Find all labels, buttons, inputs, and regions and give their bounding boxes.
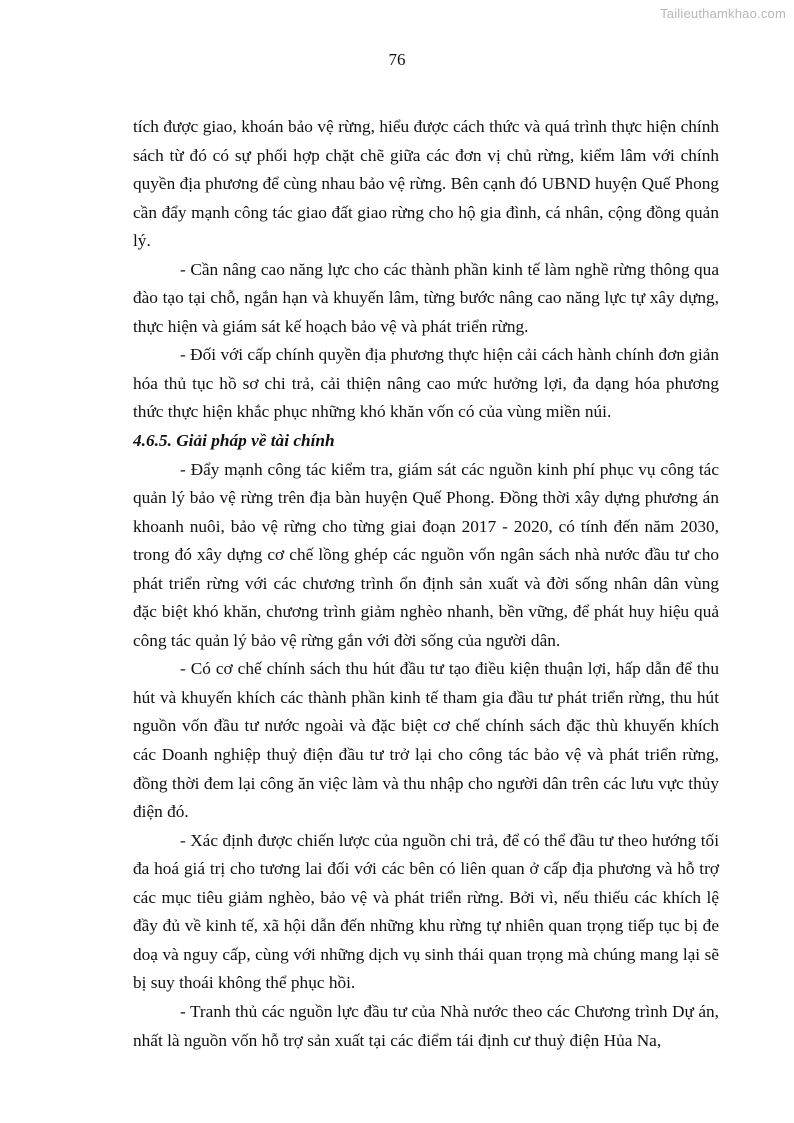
watermark: Tailieuthamkhao.com (660, 6, 786, 21)
paragraph-administrative-reform: - Đối với cấp chính quyền địa phương thực hiện cải cách hành chính đơn giản hóa thủ tục hồ sơ chi trả, cải thiện nâng cao mức hưởng lợi, đa dạng hóa phương thức thực hiện khắc phục những khó khăn vốn có của vùng miền núi. (133, 345, 719, 422)
paragraph-capacity-building: - Cần nâng cao năng lực cho các thành phần kinh tế làm nghề rừng thông qua đào tạo tại chỗ, ngắn hạn và khuyến lâm, từng bước nâng cao năng lực tự xây dựng, thực hiện và giám sát kế hoạch bảo vệ và phát triển rừng. (133, 259, 719, 336)
paragraph-inspection: - Đẩy mạnh công tác kiểm tra, giám sát các nguồn kinh phí phục vụ công tác quản lý bảo vệ rừng trên địa bàn huyện Quế Phong. Đồng thời xây dựng phương án khoanh nuôi, bảo vệ rừng cho từng giai đoạn 2017 - 2020, có tính đến năm 2030, trong đó xây dựng cơ chế lồng ghép các nguồn vốn ngân sách nhà nước đầu tư cho phát triển rừng với các chương trình ổn định sản xuất và đời sống nhân dân vùng đặc biệt khó khăn, chương trình giảm nghèo nhanh, bền vững, để phát huy hiệu quả công tác quản lý bảo vệ rừng gắn với đời sống của người dân. (133, 459, 719, 650)
paragraph-state-resources: - Tranh thủ các nguồn lực đầu tư của Nhà nước theo các Chương trình Dự án, nhất là nguồn vốn hỗ trợ sản xuất tại các điểm tái định cư thuỷ điện Hủa Na, (133, 1001, 719, 1050)
section-heading: 4.6.5. Giải pháp về tài chính (133, 431, 335, 451)
page-number: 76 (388, 50, 406, 69)
paragraph-investment-policy: - Có cơ chế chính sách thu hút đầu tư tạo điều kiện thuận lợi, hấp dẫn để thu hút và khuyến khích các thành phần kinh tế tham gia đầu tư phát triển rừng, thu hút nguồn vốn đầu tư nước ngoài và đặc biệt cơ chế chính sách đặc thù khuyến khích các Doanh nghiệp thuỷ điện đầu tư trở lại cho công tác bảo vệ và phát triển rừng, đồng thời đem lại công ăn việc làm và thu nhập cho người dân trên các lưu vực thủy điện đó. (133, 659, 719, 822)
paragraph-continuation: tích được giao, khoán bảo vệ rừng, hiểu được cách thức và quá trình thực hiện chính sách từ đó có sự phối hợp chặt chẽ giữa các đơn vị chủ rừng, kiểm lâm với chính quyền địa phương để cùng nhau bảo vệ rừng. Bên cạnh đó UBND huyện Quế Phong cần đẩy mạnh công tác giao đất giao rừng cho hộ gia đình, cá nhân, cộng đồng quản lý. (133, 117, 719, 251)
paragraph-payment-strategy: - Xác định được chiến lược của nguồn chi trả, để có thể đầu tư theo hướng tối đa hoá giá trị cho tương lai đối với các bên có liên quan ở cấp địa phương và hỗ trợ các mục tiêu giảm nghèo, bảo vệ và phát triển rừng. Bởi vì, nếu thiếu các khích lệ đầy đủ về kinh tế, xã hội dẫn đến những khu rừng tự nhiên quan trọng tiếp tục bị đe doạ và nguy cấp, cùng với những dịch vụ sinh thái quan trọng mà chúng mang lại sẽ bị suy thoái không thể phục hồi. (133, 830, 719, 993)
document-body (133, 113, 719, 1055)
